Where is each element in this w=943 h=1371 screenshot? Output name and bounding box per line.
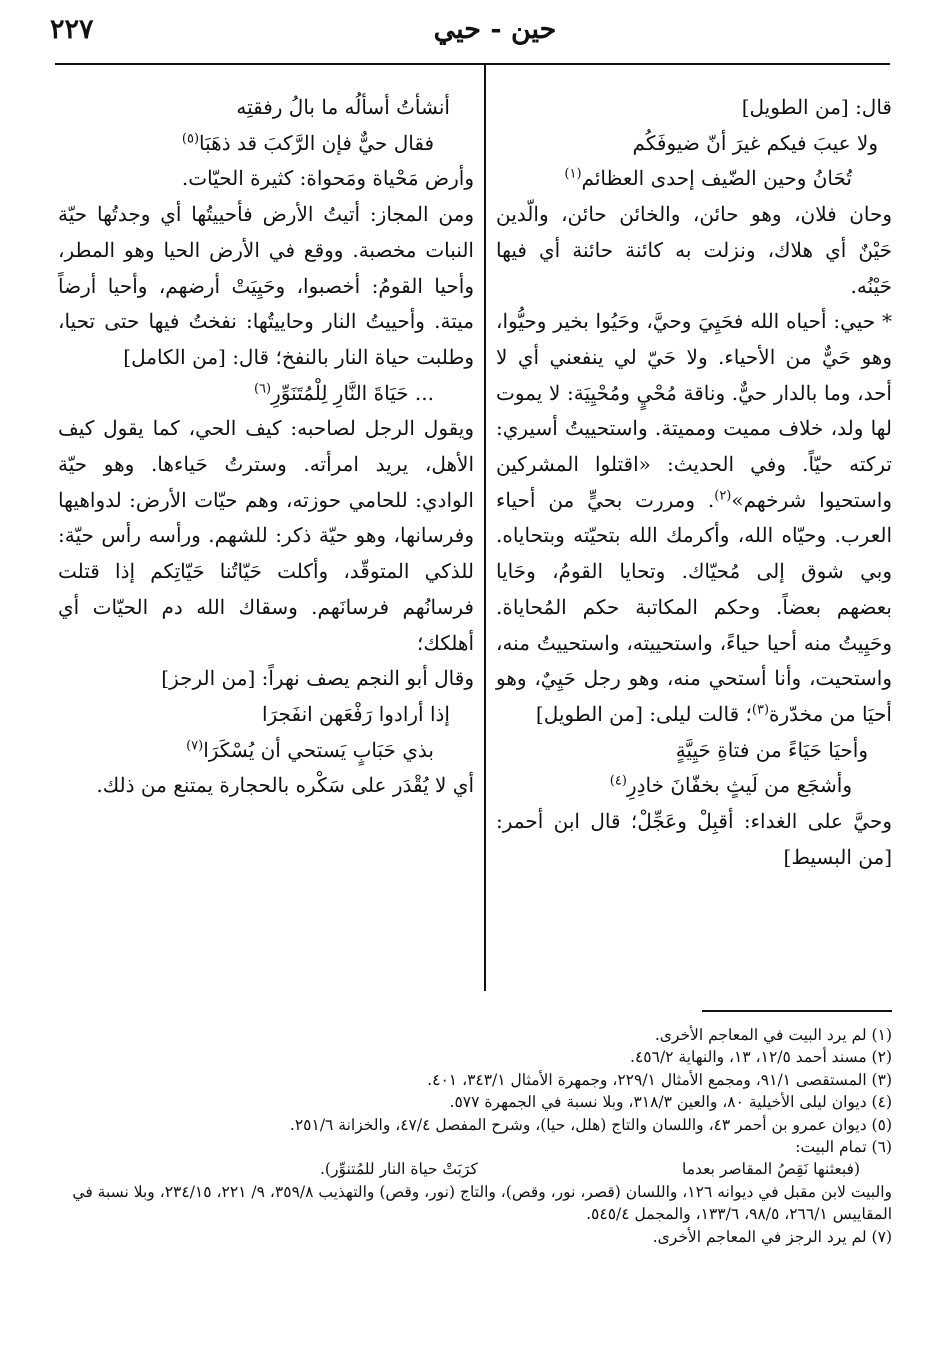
footnote: (٢) مسند أحمد ١٢/٥، ١٣، والنهاية ٤٥٦/٢. [630,1048,892,1067]
footnotes [60,1024,892,1248]
footnote-ref: (٦) [253,380,272,396]
verse-hemistich: كرَبَتْ حياة النار للمُتنوِّر). [320,1160,478,1179]
paragraph: وحان فلان، وهو حائن، والخائن حائن، والّدين حَيْنٌ أي هلاك، ونزلت به كائنة حائنة أي فيها حَيْنُه. [496,202,892,298]
paragraph: وحيَّ على الغداء: أقبِلْ وعَجِّلْ؛ قال ابن أحمر: [من البسيط] [496,809,892,869]
verse-line [496,161,892,197]
verse-hemistich: (فبعثنها نَقِصُ المقاصر بعدما [682,1160,860,1179]
paragraph [496,304,892,732]
footnote-ref: (٧) [186,738,204,753]
verse-text: تُحَانُ وحين الضّيف إحدى العظائم [581,166,852,191]
paragraph: ومن المجاز: أتيتُ الأرض فأحييتُها أي وجدتُها حيّة النبات مخصبة. ووقع في الأرض الحيا وهو المطر، وأحيا القومُ: أخصبوا، وحَيِيَتْ أرضهم، وأحيا أرضاً ميتة. وأحييتُ النار وحاييتُها: نفختُ فيها حتى تحيا، وطلبت حياة النار بالنفخ؛ قال: [من الكامل] [58,202,474,369]
page-number: ٢٢٧ [50,14,94,45]
footnote: (٣) المستقصى ٩١/١، ومجمع الأمثال ٢٢٩/١، وجمهرة الأمثال ٣٤٣/١، ٤٠١. [427,1070,892,1089]
footnote: (٤) ديوان ليلى الأخيلية ٨٠، والعين ٣١٨/٣، وبلا نسبة في الجمهرة ٥٧٧. [449,1093,892,1112]
verse-line [58,733,474,769]
paragraph: وقال أبو النجم يصف نهراً: [من الرجز] [161,666,474,691]
verse-text: وأشجَع من لَيثٍ بخفّانَ خادِرِ [626,773,852,798]
verse-line: وأحيَا حَيَاءً من فتاةِ حَيِيَّةٍ [675,737,868,762]
running-head: حين - حيي [433,14,557,45]
meter-label: قال: [من الطويل] [741,95,892,119]
verse-line [58,126,474,162]
paragraph-text: * حيي: أحياه الله فحَيِيَ وحيَّ، وحَيُوا بخير وحيُّوا، وهو حَيٌّ من الأحياء. ولا حَيّ لي ينفعني أي لا أحد، وما بالدار حيٌّ. وناقة مُحْيٍ ومُحْيِيَة: لا يموت لها ولد، خلاف مميت ومميتة. واستحييتُ أسيري: تركته حيّاً. وفي الحديث: «اقتلوا المشركين واستحيوا شرخهم» [496,309,892,512]
verse-line: إذا أرادوا رَفْعَهن انفَجرَا [261,701,450,726]
footnote-ref: (٤) [609,773,627,789]
paragraph: ويقول الرجل لصاحبه: كيف الحي، كما يقول كيف الأهل، يريد امرأته. وسترتُ حَياءها. وهو حيّة الوادي: للحامي حوزته، وهم حيّات الأرض: لدواهيها وفرسانها، وهو حيّة ذكر: للشهم. ورأسه رأس حيّة: للذكي المتوقّد، وأكلت حَيّاتُنا حَيّاتِكم إذا قتلت فرسانُهم فرسانَهم. وسقاك الله دم الحيّات أي أهلكك؛ [58,416,474,655]
footnote-rule [702,1010,892,1012]
footnote: (٦) تمام البيت: [795,1138,892,1157]
right-column [496,90,892,875]
footnote-verse [60,1158,892,1180]
footnote: (٥) ديوان عمرو بن أحمر ٤٣، واللسان والتاج (هلل، حيا)، وشرح المفصل ٤٧/٤، والخزانة ٢٥١/٦. [289,1115,892,1134]
verse-line [58,376,474,412]
footnote-ref: (٥) [181,131,200,147]
verse-line: ولا عيبَ فيكم غيرَ أنّ ضيوفَكُم [632,130,878,155]
footnote: والبيت لابن مقبل في ديوانه ١٢٦، واللسان (قصر، نور، وقص)، والتاج (نور، وقص) والتهذيب ٣٥٩/٨، ٩/ ٢٢١، ٢٣٤/١٥، وبلا نسبة في المقاييس ٢٦٦/١، ٩٨/٥، ١٣٣/٦، والمجمل ٥٤٥/٤. [72,1182,892,1224]
footnote-ref: (٣) [751,702,770,718]
paragraph: أي لا يُقْدَر على سَكْره بالحجارة يمتنع من ذلك. [96,773,474,798]
footnote-ref: (٢) [714,488,732,504]
footnote: (١) لم يرد البيت في المعاجم الأخرى. [654,1026,892,1044]
verse-text: فقال حيٌّ فإن الرَّكبَ قد ذهَبَا [199,130,434,155]
verse-line [496,768,892,804]
footnote: (٧) لم يرد الرجز في المعاجم الأخرى. [652,1227,892,1246]
paragraph: وأرض مَحْياة ومَحواة: كثيرة الحيّات. [181,166,474,191]
paragraph-text: ؛ قالت ليلى: [من الطويل] [535,701,752,726]
verse-text: بذي حَبَابٍ يَستحي أن يُسْكَرَا [203,737,434,762]
paragraph-text: . ومررت بحيٍّ من أحياء العرب. وحيّاه الله، وأكرمك الله بتحيّته وبتحاياه. وبي شوق إلى مُحيّاك. وتحايا القومُ، وحَايا بعضهم بعضاً. وحكم المكاتبة حكم المُحاياة. وحَيِيتُ منه أحيا حياءً، واستحييته، واستحييتُ منه، واستحيت، وأنا أستحي منه، وهو رجل حَيِيٌ، وهو أحيَا من مخدّرة [496,487,892,726]
footnote-ref: (١) [564,166,582,182]
left-column [58,90,474,804]
header-rule [55,63,890,65]
verse-text: ... حَيَاةَ النَّارِ لِلْمُتَنَوِّرِ [271,380,434,405]
column-divider [484,65,486,991]
verse-line: أنشأتُ أسألُه ما بالُ رفقتِه [236,95,450,119]
